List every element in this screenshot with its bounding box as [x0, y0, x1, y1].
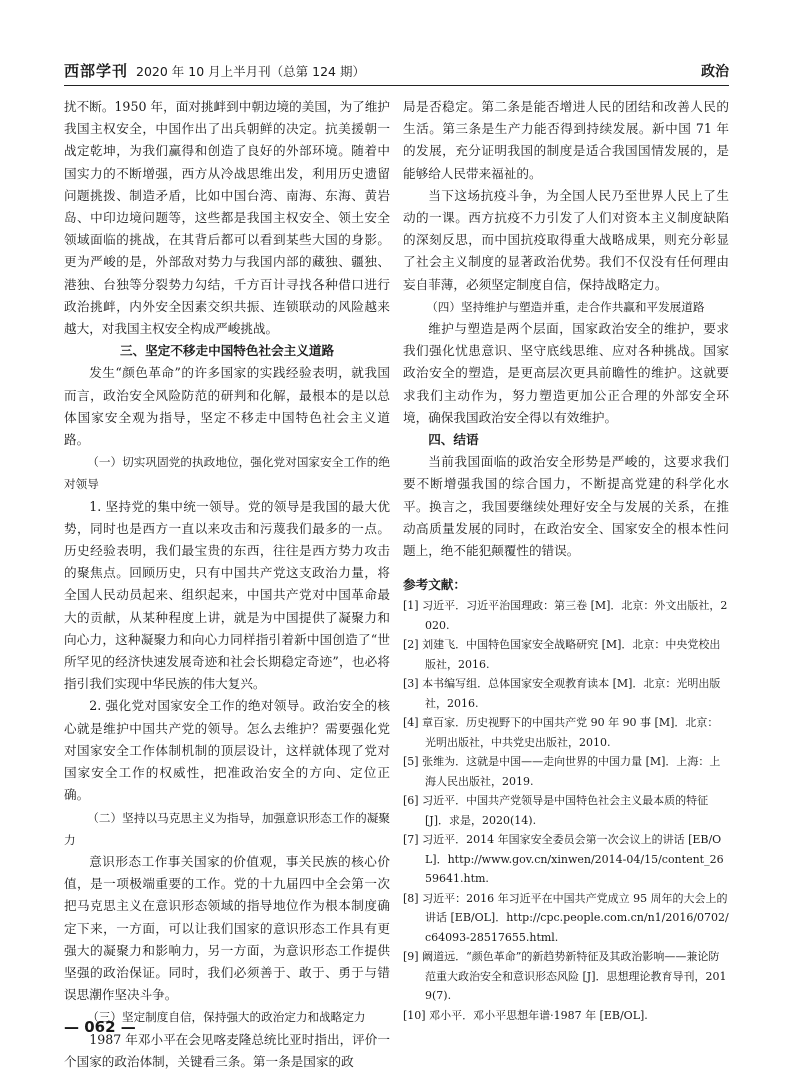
paragraph: 扰不断。1950 年，面对挑衅到中朝边境的美国，为了维护我国主权安全，中国作出了出兵朝鲜的决定。抗美援朝一战定乾坤，为我们赢得和创造了良好的外部环境。随着中国实力的不断增强，西方从冷战思维出发，利用历史遗留问题挑拨、制造矛盾，比如中国台湾、南海、东海、黄岩岛、中印边境问题等，这些都是我国主权安全、领土安全领域面临的挑战，在其背后都可以看到某些大国的身影。更为严峻的是，外部敌对势力与我国内部的藏独、疆独、港独、台独等分裂势力勾结，千方百计寻找各种借口进行政治挑衅，内外安全因素交织共振、连锁联动的风险越来越大，对我国主权安全构成严峻挑战。: [64, 99, 390, 337]
references-heading: 参考文献：: [403, 577, 466, 593]
left-column: [64, 96, 390, 1073]
reference-item: [2] 刘建飞．中国特色国家安全战略研究 [M]．北京：中央党校出版社，2016.: [403, 638, 721, 671]
paragraph: 发生“颜色革命”的许多国家的实践经验表明，就我国而言，政治安全风险防范的研判和化解，最根本的是以总体国家安全观为指导，坚定不移走中国特色社会主义道路。: [64, 365, 390, 448]
right-column: [403, 96, 729, 1025]
paragraph: 意识形态工作事关国家的价值观，事关民族的核心价值，是一项极端重要的工作。党的十九届四中全会第一次把马克思主义在意识形态领域的指导地位作为根本制度确定下来，一方面，可以让我们国家的意识形态工作具有更强大的凝聚力和影响力，另一方面，为意识形态工作提供坚强的政治保证。同时，我们必须善于、敢于、勇于与错误思潮作坚决斗争。: [64, 853, 390, 1003]
subsection-heading: （一）切实巩固党的执政地位，强化党对国家安全工作的绝对领导: [64, 455, 390, 492]
reference-item: [10] 邓小平．邓小平思想年谱·1987 年 [EB/OL].: [403, 1008, 648, 1022]
paragraph: 当下这场抗疫斗争，为全国人民乃至世界人民上了生动的一课。西方抗疫不力引发了人们对资本主义制度缺陷的深刻反思，而中国抗疫取得重大战略成果，则充分彰显了社会主义制度的显著政治优势。我们不仅没有任何理由妄自菲薄，必须坚定制度自信，保持战略定力。: [403, 187, 729, 292]
section-label: 政治: [701, 64, 729, 80]
reference-item: [7] 习近平．2014 年国家安全委员会第一次会议上的讲话 [EB/OL]．http://www.gov.cn/xinwen/2014-04/15/content_2659641.htm.: [403, 833, 724, 886]
issue-info: 2020 年 10 月上半月刊（总第 124 期）: [136, 64, 365, 79]
references-list: [403, 596, 729, 1025]
section-heading: 三、坚定不移走中国特色社会主义道路: [119, 343, 335, 359]
reference-item: [1] 习近平．习近平治国理政：第三卷 [M]．北京：外文出版社，2020.: [403, 599, 728, 632]
section-heading: 四、结语: [428, 432, 479, 448]
reference-item: [8] 习近平：2016 年习近平在中国共产党成立 95 周年的大会上的讲话 [EB/OL]．http://cpc.people.com.cn/n1/2016/0702/c64093-28517655.html.: [403, 891, 729, 944]
reference-item: [9] 阚道远．“颜色革命”的新趋势新特征及其政治影响——兼论防范重大政治安全和意识形态风险 [J]．思想理论教育导刊，2019(7).: [403, 950, 727, 1003]
reference-item: [5] 张维为．这就是中国——走向世界的中国力量 [M]．上海：上海人民出版社，2019.: [403, 755, 721, 788]
paragraph: 当前我国面临的政治安全形势是严峻的，这要求我们要不断增强我国的综合国力，不断提高党建的科学化水平。换言之，我国要继续处理好安全与发展的关系，在推动高质量发展的同时，在政治安全、国家安全的根本性问题上，绝不能犯颠覆性的错误。: [403, 454, 729, 559]
paragraph: 1987 年邓小平在会见喀麦隆总统比亚时指出，评价一个国家的政治体制，关键看三条。第一条是国家的政: [64, 1031, 390, 1069]
header-divider: [64, 85, 729, 86]
reference-item: [6] 习近平．中国共产党领导是中国特色社会主义最本质的特征 [J]．求是，2020(14).: [403, 794, 709, 827]
paragraph: 2. 强化党对国家安全工作的绝对领导。政治安全的核心就是维护中国共产党的领导。怎么去维护？需要强化党对国家安全工作体制机制的顶层设计，这样就体现了党对国家安全工作的权威性，把准政治安全的方向、定位正确。: [64, 698, 390, 803]
journal-logo: 西部学刊: [64, 62, 129, 80]
subsection-heading: （四）坚持维护与塑造并重，走合作共赢和平发展道路: [426, 299, 705, 314]
reference-item: [4] 章百家．历史视野下的中国共产党 90 年 90 事 [M]．北京：光明出版社，中共党史出版社，2010.: [403, 716, 719, 749]
paragraph: 维护与塑造是两个层面，国家政治安全的维护，要求我们强化忧患意识、坚守底线思维、应对各种挑战。国家政治安全的塑造，是更高层次更具前瞻性的维护。这就要求我们主动作为，努力塑造更加公正合理的外部安全环境，确保我国政治安全得以有效维护。: [403, 321, 729, 425]
page-header: [64, 58, 729, 84]
paragraph: 1. 坚持党的集中统一领导。党的领导是我国的最大优势，同时也是西方一直以来攻击和污蔑我们最多的一点。历史经验表明，我们最宝贵的东西，往往是西方势力攻击的聚焦点。回顾历史，只有中国共产党这支政治力量，将全国人民动员起来、组织起来，中国共产党对中国革命最大的贡献，从某种程度上讲，就是为中国提供了凝聚力和向心力，这种凝聚力和向心力同样指引着新中国创造了“世所罕见的经济快速发展奇迹和社会长期稳定奇迹”，也必将指引我们实现中华民族的伟大复兴。: [64, 498, 390, 692]
subsection-heading: （二）坚持以马克思主义为指导，加强意识形态工作的凝聚力: [64, 810, 390, 847]
subsection-heading: （三）坚定制度自信，保持强大的政治定力和战略定力: [87, 1010, 366, 1025]
paragraph: 局是否稳定。第二条是能否增进人民的团结和改善人民的生活。第三条是生产力能否得到持续发展。新中国 71 年的发展，充分证明我国的制度是适合我国国情发展的，是能够给人民带来福祉的。: [403, 99, 729, 181]
page-number: — 062 —: [64, 1018, 136, 1036]
reference-item: [3] 本书编写组．总体国家安全观教育读本 [M]．北京：光明出版社，2016.: [403, 677, 721, 710]
